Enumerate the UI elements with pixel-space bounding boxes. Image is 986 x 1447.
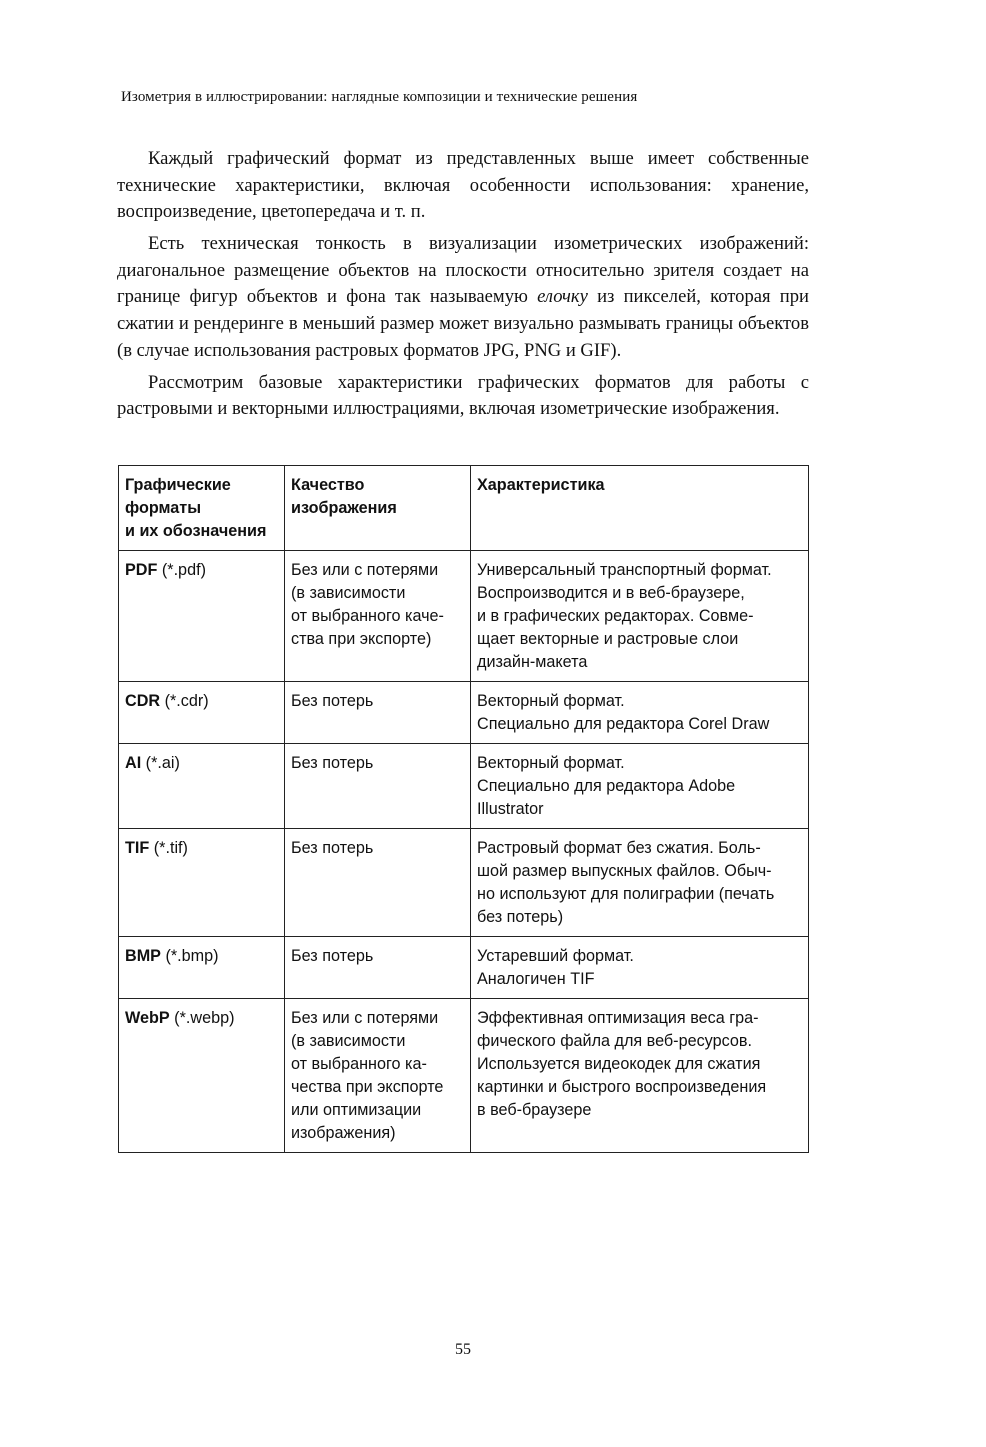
quality-line: Без или с потерями bbox=[291, 1009, 439, 1027]
table-row bbox=[119, 682, 809, 744]
format-name: WebP bbox=[125, 1009, 170, 1027]
paragraph-2-italic-term: елочку bbox=[537, 286, 588, 308]
description-line: щает векторные и растровые слои bbox=[477, 630, 739, 648]
description-line: Универсальный транспортный формат. bbox=[477, 561, 772, 579]
description-line: шой размер выпускных файлов. Обыч- bbox=[477, 862, 772, 880]
quality-line: от выбранного ка- bbox=[291, 1055, 427, 1073]
description-cell bbox=[471, 999, 809, 1153]
description-line: и в графических редакторах. Совме- bbox=[477, 607, 754, 625]
description-cell bbox=[471, 937, 809, 999]
quality-cell bbox=[285, 937, 471, 999]
quality-cell bbox=[285, 744, 471, 829]
paragraph-2 bbox=[117, 231, 809, 364]
format-cell bbox=[119, 937, 285, 999]
description-line: дизайн-макета bbox=[477, 653, 588, 671]
description-line: но используют для полиграфии (печать bbox=[477, 885, 775, 903]
page-number: 55 bbox=[455, 1341, 471, 1358]
body-text bbox=[117, 146, 809, 428]
header-format: Графические форматы и их обозначения bbox=[119, 466, 285, 551]
format-name: CDR bbox=[125, 692, 161, 710]
quality-line: от выбранного каче- bbox=[291, 607, 444, 625]
quality-cell bbox=[285, 682, 471, 744]
format-extension: (*.ai) bbox=[141, 754, 180, 772]
description-line: в веб-браузере bbox=[477, 1101, 592, 1119]
table-row bbox=[119, 551, 809, 682]
quality-line: Без потерь bbox=[291, 947, 374, 965]
quality-cell bbox=[285, 829, 471, 937]
format-cell bbox=[119, 551, 285, 682]
format-name: TIF bbox=[125, 839, 150, 857]
description-line: Специально для редактора Adobe bbox=[477, 777, 736, 795]
paragraph-2-part-1: Есть техническая тонкость в визуализации изометрических изображений: диагональное размещение объектов на плоскости относительно зрителя создает на границе фигур объектов и фона так называемую bbox=[117, 233, 809, 308]
description-line: Аналогичен TIF bbox=[477, 970, 595, 988]
format-extension: (*.tif) bbox=[149, 839, 188, 857]
quality-line: Без потерь bbox=[291, 839, 374, 857]
format-cell bbox=[119, 682, 285, 744]
table-row bbox=[119, 937, 809, 999]
quality-cell bbox=[285, 999, 471, 1153]
format-extension: (*.webp) bbox=[169, 1009, 235, 1027]
paragraph-3: Рассмотрим базовые характеристики графических форматов для работы с растровыми и векторными иллюстрациями, включая изометрические изображения. bbox=[117, 371, 809, 420]
formats-table bbox=[118, 465, 809, 1153]
paragraph-2-part-2: из пикселей, которая при сжатии и рендеринге в меньший размер может визуально размывать границы объектов (в случае использования растровых форматов JPG, PNG и GIF). bbox=[117, 286, 809, 361]
format-cell bbox=[119, 829, 285, 937]
quality-line: чества при экспорте bbox=[291, 1078, 444, 1096]
description-line: Используется видеокодек для сжатия bbox=[477, 1055, 761, 1073]
header-description: Характеристика bbox=[471, 466, 809, 551]
description-cell bbox=[471, 829, 809, 937]
quality-cell bbox=[285, 551, 471, 682]
header-quality: Качество изображения bbox=[285, 466, 471, 551]
paragraph-1: Каждый графический формат из представленных выше имеет собственные технические характеристики, включая особенности использования: хранение, воспроизведение, цветопередача и т. п. bbox=[117, 148, 809, 223]
format-extension: (*.cdr) bbox=[160, 692, 209, 710]
description-line: Растровый формат без сжатия. Боль- bbox=[477, 839, 761, 857]
quality-line: Без или с потерями bbox=[291, 561, 439, 579]
table-row bbox=[119, 829, 809, 937]
format-cell bbox=[119, 744, 285, 829]
description-line: фического файла для веб-ресурсов. bbox=[477, 1032, 752, 1050]
description-line: Устаревший формат. bbox=[477, 947, 634, 965]
table-row bbox=[119, 999, 809, 1153]
format-extension: (*.bmp) bbox=[160, 947, 219, 965]
quality-line: изображения) bbox=[291, 1124, 396, 1142]
quality-line: или оптимизации bbox=[291, 1101, 422, 1119]
running-header: Изометрия в иллюстрировании: наглядные композиции и технические решения bbox=[121, 89, 638, 105]
quality-line: (в зависимости bbox=[291, 584, 406, 602]
description-line: Векторный формат. bbox=[477, 692, 625, 710]
description-cell bbox=[471, 682, 809, 744]
format-extension: (*.pdf) bbox=[157, 561, 206, 579]
description-line: картинки и быстрого воспроизведения bbox=[477, 1078, 767, 1096]
quality-line: (в зависимости bbox=[291, 1032, 406, 1050]
description-line: Векторный формат. bbox=[477, 754, 625, 772]
table-header-row bbox=[119, 466, 809, 551]
table-row bbox=[119, 744, 809, 829]
quality-line: Без потерь bbox=[291, 692, 374, 710]
description-line: Эффективная оптимизация веса гра- bbox=[477, 1009, 759, 1027]
format-name: AI bbox=[125, 754, 142, 772]
description-cell bbox=[471, 744, 809, 829]
format-name: BMP bbox=[125, 947, 161, 965]
description-line: Воспроизводится и в веб-браузере, bbox=[477, 584, 745, 602]
quality-line: ства при экспорте) bbox=[291, 630, 432, 648]
description-line: Illustrator bbox=[477, 800, 544, 818]
description-line: Специально для редактора Corel Draw bbox=[477, 715, 770, 733]
format-cell bbox=[119, 999, 285, 1153]
description-line: без потерь) bbox=[477, 908, 564, 926]
quality-line: Без потерь bbox=[291, 754, 374, 772]
format-name: PDF bbox=[125, 561, 158, 579]
description-cell bbox=[471, 551, 809, 682]
